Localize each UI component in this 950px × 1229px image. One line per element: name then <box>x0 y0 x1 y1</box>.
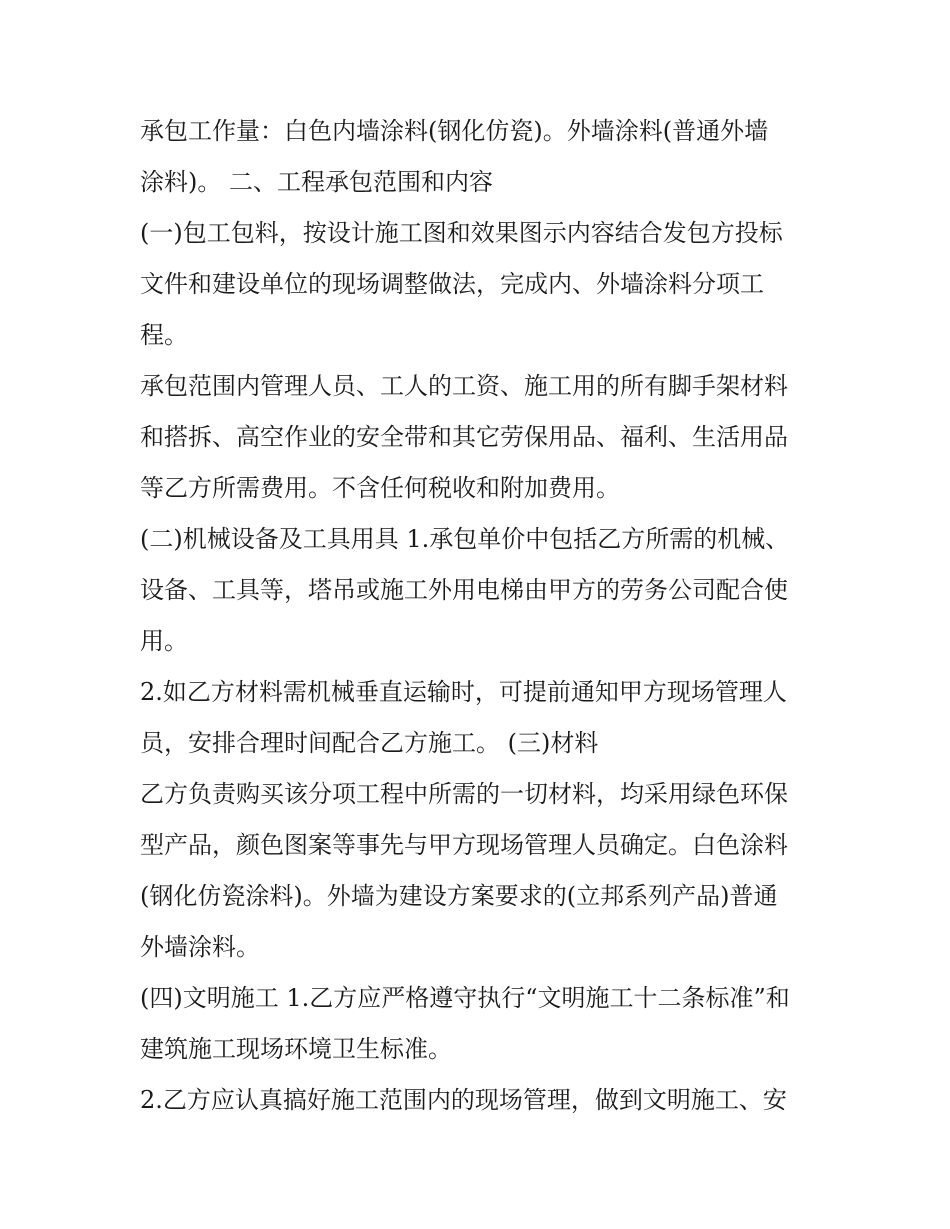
text-line-5: 程。 <box>140 321 188 349</box>
text-line-12: 2.如乙方材料需机械垂直运输时，可提前通知甲方现场管理人 <box>140 678 787 706</box>
document-body <box>140 106 830 1126</box>
text-line-1: 承包工作量：白色内墙涂料(钢化仿瓷)。外墙涂料(普通外墙 <box>140 117 769 145</box>
text-line-13: 员，安排合理时间配合乙方施工。 (三)材料 <box>140 729 599 757</box>
text-line-15: 型产品，颜色图案等事先与甲方现场管理人员确定。白色涂料 <box>140 831 788 859</box>
text-line-16: (钢化仿瓷涂料)。外墙为建设方案要求的(立邦系列产品)普通 <box>140 882 778 910</box>
text-line-4: 文件和建设单位的现场调整做法，完成内、外墙涂料分项工 <box>140 270 764 298</box>
text-line-3: (一)包工包料，按设计施工图和效果图示内容结合发包方投标 <box>140 219 783 247</box>
text-line-6: 承包范围内管理人员、工人的工资、施工用的所有脚手架材料 <box>140 372 788 400</box>
text-line-20: 2.乙方应认真搞好施工范围内的现场管理，做到文明施工、安 <box>140 1086 787 1114</box>
text-line-10: 设备、工具等，塔吊或施工外用电梯由甲方的劳务公司配合使 <box>140 576 788 604</box>
text-line-9: (二)机械设备及工具用具 1.承包单价中包括乙方所需的机械、 <box>140 525 790 553</box>
text-line-8: 等乙方所需费用。不含任何税收和附加费用。 <box>140 474 620 502</box>
text-line-2: 涂料)。 二、工程承包范围和内容 <box>140 168 493 196</box>
text-line-11: 用。 <box>140 627 188 655</box>
text-line-19: 建筑施工现场环境卫生标准。 <box>140 1035 452 1063</box>
text-line-7: 和搭拆、高空作业的安全带和其它劳保用品、福利、生活用品 <box>140 423 788 451</box>
text-line-17: 外墙涂料。 <box>140 933 260 961</box>
text-line-14: 乙方负责购买该分项工程中所需的一切材料，均采用绿色环保 <box>140 780 788 808</box>
text-line-18: (四)文明施工 1.乙方应严格遵守执行“文明施工十二条标准”和 <box>140 984 790 1012</box>
